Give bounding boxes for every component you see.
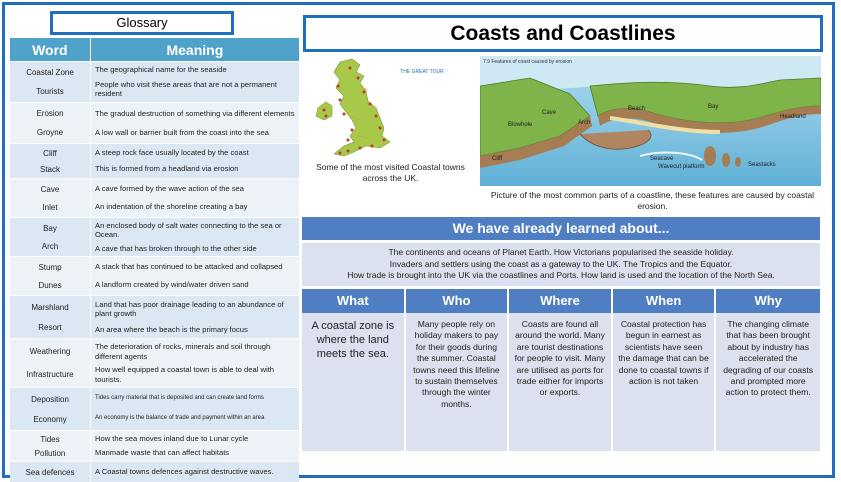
glossary-word: Infrastructure [26, 370, 74, 379]
glossary-meaning: A cave that has broken through to the other side [95, 243, 257, 253]
learned-line: The continents and oceans of Planet Earth. How Victorians popularised the seaside holiday. [388, 247, 734, 257]
glossary-meaning: An area where the beach is the primary focus [95, 324, 248, 334]
glossary-row [10, 461, 299, 482]
glossary-meaning-cell [90, 462, 299, 482]
glossary-row [10, 178, 299, 217]
glossary-word-cell [10, 431, 90, 461]
glossary-meaning-cell [90, 144, 299, 178]
glossary-word: Cliff [43, 148, 57, 158]
glossary-word-cell [10, 462, 90, 482]
glossary-word: Resort [38, 322, 62, 332]
glossary-word: Tides [40, 434, 60, 444]
glossary-word: Dunes [38, 280, 62, 290]
glossary-row [10, 430, 299, 461]
glossary-meaning: Manmade waste that can affect habitats [95, 448, 230, 458]
glossary-meaning: An indentation of the shoreline creating a bay [95, 202, 248, 212]
where-text: Coasts are found all around the world. Many are tourist destinations for people to visit. Many are utilised as ports for trade either for imports or exports. [509, 313, 611, 451]
glossary-word: Sea defences [25, 467, 75, 477]
glossary-meaning-cell [90, 388, 299, 430]
glossary-meaning-cell [90, 431, 299, 461]
glossary-meaning: Land that has poor drainage leading to an abundance of plant growth [95, 299, 284, 319]
label-seacave: Seacave [650, 156, 674, 162]
glossary-row [10, 143, 299, 178]
learned-heading: We have already learned about... [302, 217, 820, 240]
glossary-word: Groyne [36, 128, 64, 137]
glossary-word: Marshland [31, 302, 69, 312]
glossary-meaning: People who visit these areas that are not a permanent resident [95, 79, 277, 99]
glossary-word: Cave [40, 184, 60, 194]
map-logo: THE GREAT TOUR [400, 69, 444, 75]
coast-figure-title: 7.9 Features of coast caused by erosion [483, 59, 572, 65]
label-headland: Headland [780, 114, 806, 120]
glossary-word: Stump [38, 262, 62, 272]
who-heading: Who [406, 289, 508, 313]
glossary-meaning-cell [90, 103, 299, 143]
glossary-word: Bay [43, 223, 57, 233]
glossary-meaning: This is formed from a headland via erosion [95, 164, 239, 174]
who-text: Many people rely on holiday makers to pay for their goods during the summer. Coastal towns need this lifeline to sustain themselves through the winter months. [406, 313, 508, 451]
what-text: A coastal zone is where the land meets the sea. [302, 313, 404, 451]
glossary-word-cell [10, 388, 90, 430]
glossary-meaning: A landform created by wind/water driven sand [95, 280, 249, 290]
label-seastacks: Seastacks [748, 162, 776, 168]
label-blowhole: Blowhole [508, 122, 533, 128]
five-w-columns [302, 289, 820, 451]
coast-caption: Picture of the most common parts of a coastline, these features are caused by coastal erosion. [490, 190, 815, 211]
glossary-meaning-cell [90, 62, 299, 102]
glossary-row [10, 256, 299, 295]
glossary-meaning-cell [90, 339, 299, 387]
glossary-word-cell [10, 296, 90, 338]
coastline-diagram [480, 56, 821, 186]
where-heading: Where [509, 289, 611, 313]
glossary-word-cell [10, 257, 90, 295]
label-beach: Beach [628, 106, 646, 112]
glossary-meaning: A steep rock face usually located by the coast [95, 148, 249, 158]
glossary-word-cell [10, 179, 90, 217]
learned-line: Invaders and settlers using the coast as a gateway to the UK. The Tropics and the Equator. [389, 258, 733, 269]
glossary-title: Glossary [50, 11, 234, 35]
where-column [509, 289, 613, 451]
why-heading: Why [716, 289, 820, 313]
glossary-word: Economy [33, 414, 67, 424]
learned-text [302, 243, 820, 286]
what-heading: What [302, 289, 404, 313]
glossary-meaning: The deterioration of rocks, minerals and soil through different agents [95, 342, 271, 361]
glossary-table [10, 38, 299, 482]
why-column [716, 289, 820, 451]
glossary-word: Arch [41, 241, 59, 251]
learned-line: How trade is brought into the UK via the coastlines and Ports. How land is used and the location of the North Sea. [347, 270, 775, 280]
glossary-row [10, 102, 299, 143]
uk-map-image [310, 56, 472, 162]
map-caption: Some of the most visited Coastal towns across the UK. [316, 162, 465, 183]
glossary-meaning-cell [90, 218, 299, 256]
glossary-meaning: An enclosed body of salt water connecting to the sea or Ocean. [95, 220, 282, 240]
glossary-row [10, 387, 299, 430]
meaning-header: Meaning [90, 38, 299, 61]
when-heading: When [613, 289, 715, 313]
glossary-word: Pollution [34, 448, 66, 458]
glossary-word: Stack [39, 164, 60, 174]
glossary-word-cell [10, 218, 90, 256]
glossary-word: Erosion [36, 109, 64, 118]
glossary-row [10, 338, 299, 387]
glossary-row [10, 217, 299, 256]
label-arch: Arch [578, 120, 591, 126]
label-cave: Cave [542, 110, 557, 116]
glossary-meaning-cell [90, 257, 299, 295]
glossary-word-cell [10, 103, 90, 143]
page-title: Coasts and Coastlines [303, 15, 823, 52]
glossary-meaning: An economy is the balance of trade and payment within an area [95, 415, 265, 422]
glossary-word: Tourists [36, 87, 64, 96]
glossary-meaning-cell [90, 296, 299, 338]
glossary-meaning-cell [90, 179, 299, 217]
label-wavecut-platform: Wavecut platform [658, 164, 705, 170]
when-column [613, 289, 717, 451]
glossary-meaning: A stack that has continued to be attacked and collapsed [95, 262, 283, 272]
glossary-word-cell [10, 62, 90, 102]
glossary-header-row [10, 38, 299, 61]
glossary-meaning: A low wall or barrier built from the coast into the sea [95, 127, 269, 137]
why-text: The changing climate that has been brought about by industry has accelerated the degrading of our coasts and prompted more action to protect them. [716, 313, 820, 451]
glossary-word: Weathering [29, 347, 71, 356]
glossary-meaning: How the sea moves inland due to Lunar cycle [95, 434, 249, 444]
when-text: Coastal protection has begun in earnest as scientists have seen the damage that can be done to coastal towns if action is not taken [613, 313, 715, 451]
glossary-word-cell [10, 339, 90, 387]
glossary-word: Deposition [31, 394, 69, 404]
what-column [302, 289, 406, 451]
word-header: Word [32, 41, 68, 58]
glossary-meaning: The geographical name for the seaside [95, 65, 227, 75]
glossary-word: Inlet [42, 202, 58, 212]
label-bay: Bay [708, 104, 719, 110]
glossary-word-cell [10, 144, 90, 178]
glossary-meaning: Tides carry material that is deposited and can create land forms [95, 395, 264, 402]
glossary-meaning: How well equipped a coastal town is able to deal with tourists. [95, 365, 274, 384]
who-column [406, 289, 510, 451]
glossary-word: Coastal Zone [26, 68, 74, 77]
label-cliff: Cliff [492, 156, 503, 162]
glossary-meaning: A cave formed by the wave action of the sea [95, 184, 245, 194]
glossary-row [10, 61, 299, 102]
glossary-row [10, 295, 299, 338]
glossary-rows [10, 61, 299, 482]
glossary-meaning: The gradual destruction of something via different elements [95, 108, 295, 118]
glossary-meaning: A Coastal towns defences against destructive waves. [95, 467, 274, 477]
